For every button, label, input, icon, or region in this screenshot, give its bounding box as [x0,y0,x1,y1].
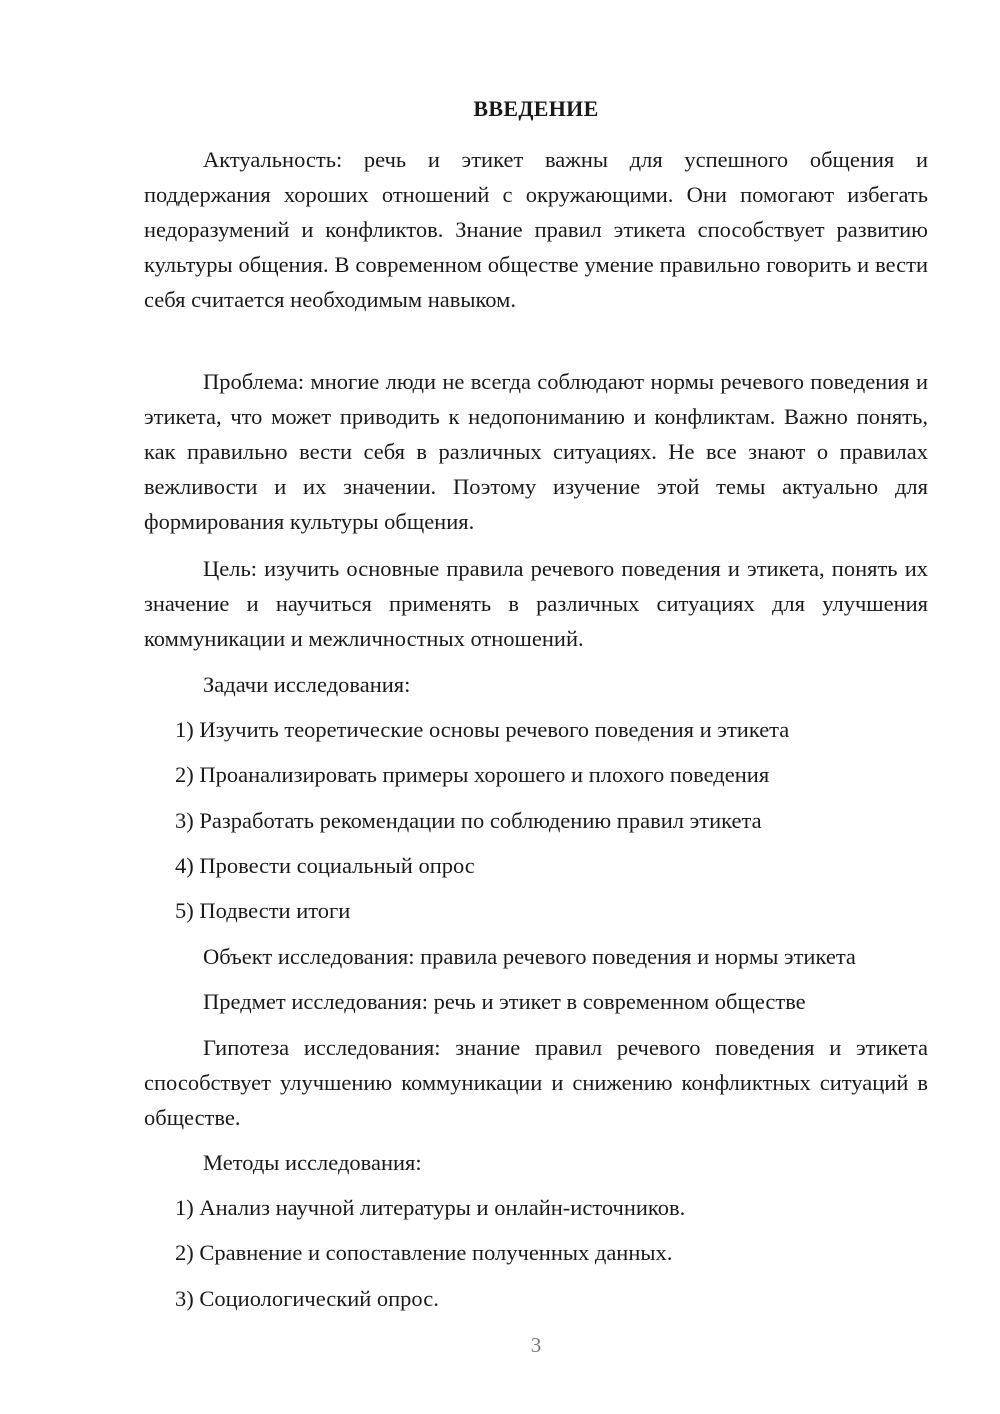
task-item-4: 4) Провести социальный опрос [175,853,475,878]
task-item-5: 5) Подвести итоги [175,898,351,923]
tasks-heading: Задачи исследования: [203,672,411,697]
paragraph-relevance: Актуальность: речь и этикет важны для успешного общения и поддержания хороших отношений с окружающими. Они помогают избегать недоразумений и конфликтов. Знание правил этикета способствует развитию культуры общения. В современном обществе умение правильно говорить и вести себя считается необходимым навыком. [144,147,928,312]
task-item-1: 1) Изучить теоретические основы речевого поведения и этикета [175,717,790,742]
research-object: Объект исследования: правила речевого поведения и нормы этикета [203,944,856,969]
task-item-3: 3) Разработать рекомендации по соблюдению правил этикета [175,808,762,833]
paragraph-goal: Цель: изучить основные правила речевого поведения и этикета, понять их значение и научиться применять в различных ситуациях для улучшения коммуникации и межличностных отношений. [144,556,928,651]
method-item-2: 2) Сравнение и сопоставление полученных данных. [175,1240,673,1265]
method-item-3: 3) Социологический опрос. [175,1286,439,1311]
page-number: 3 [530,1333,542,1357]
methods-heading: Методы исследования: [203,1150,422,1175]
page-title: ВВЕДЕНИЕ [473,96,599,121]
research-subject: Предмет исследования: речь и этикет в современном обществе [203,989,806,1014]
method-item-1: 1) Анализ научной литературы и онлайн-источников. [175,1195,686,1220]
paragraph-hypothesis: Гипотеза исследования: знание правил речевого поведения и этикета способствует улучшению коммуникации и снижению конфликтных ситуаций в обществе. [144,1035,928,1130]
paragraph-problem: Проблема: многие люди не всегда соблюдают нормы речевого поведения и этикета, что может приводить к недопониманию и конфликтам. Важно понять, как правильно вести себя в различных ситуациях. Не все знают о правилах вежливости и их значении. Поэтому изучение этой темы актуально для формирования культуры общения. [144,369,928,534]
task-item-2: 2) Проанализировать примеры хорошего и плохого поведения [175,762,770,787]
